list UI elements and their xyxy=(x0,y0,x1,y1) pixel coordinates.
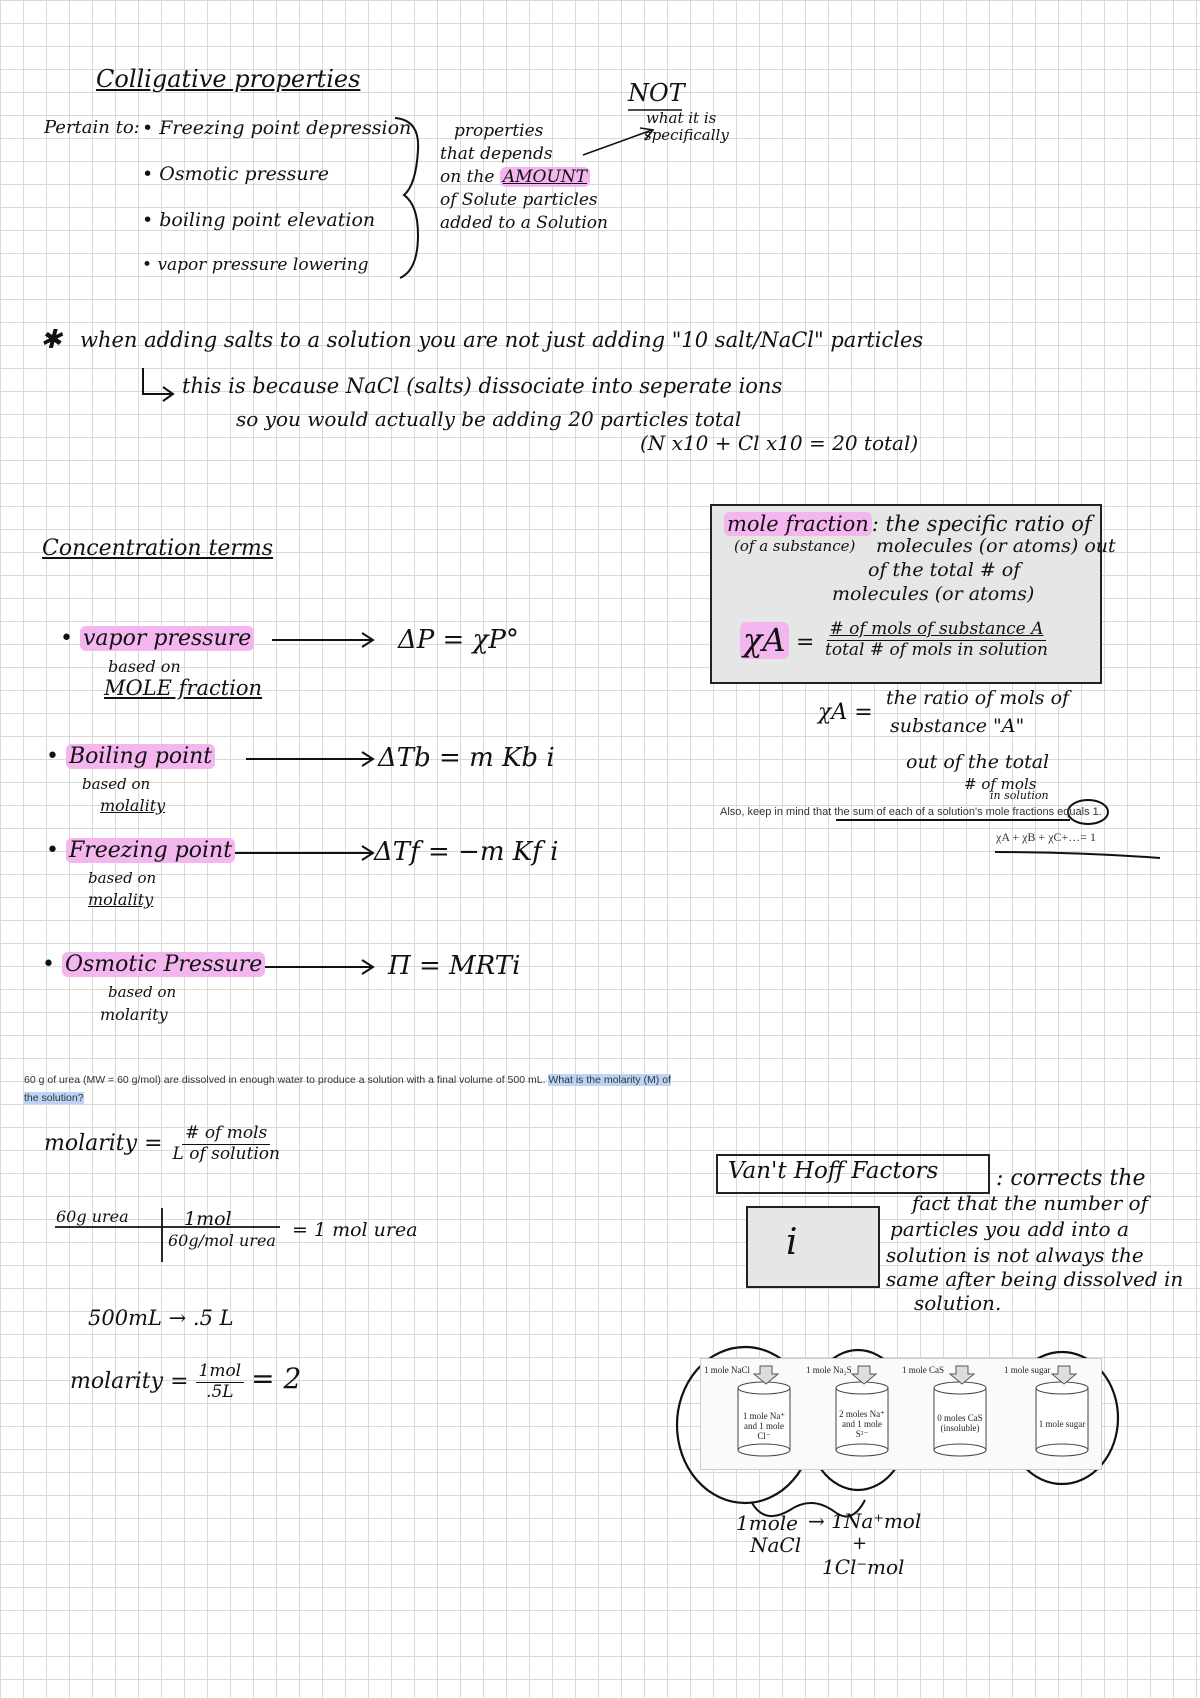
conc-basis: molality xyxy=(100,796,166,815)
can-inside-label: 0 moles CaS (insoluble) xyxy=(937,1413,983,1433)
mole-fraction-def: molecules (or atoms) out xyxy=(876,535,1116,557)
salt-note-line1: when adding salts to a solution you are not just adding "10 salt/NaCl" particles xyxy=(80,328,924,352)
conc-basis: MOLE fraction xyxy=(104,676,263,700)
mole-fraction-note: # of mols xyxy=(964,775,1037,793)
molarity-def: molarity = $\frac{\text{\# of mols}}{\text{L of solution}}$ xyxy=(44,1123,280,1164)
can-inside-label: 1 mole sugar xyxy=(1038,1419,1086,1429)
salt-note-line4: (N x10 + Cl x10 = 20 total) xyxy=(640,431,919,455)
mole-fraction-def: of the total # of xyxy=(868,559,1021,581)
formula-boiling: ΔTb = m Kb i xyxy=(378,743,555,773)
can-top-label: 1 mole NaCl xyxy=(704,1365,750,1375)
colligative-item: • boiling point elevation xyxy=(142,209,376,231)
vant-hoff-desc: same after being dissolved in xyxy=(886,1267,1184,1291)
conc-basis: based on xyxy=(82,775,151,793)
colligative-item: • vapor pressure lowering xyxy=(142,255,369,275)
conc-row-vapor: • vapor pressure xyxy=(60,626,254,651)
can-top-label: 1 mole CaS xyxy=(902,1365,944,1375)
formula-freezing: ΔTf = −m Kf i xyxy=(374,837,559,867)
conc-basis: molarity xyxy=(100,1005,168,1024)
dissociation-note: 1mole xyxy=(736,1511,798,1535)
mole-fraction-def: molecules (or atoms) xyxy=(832,583,1035,605)
not-note: what it is specifically xyxy=(644,109,729,144)
vant-hoff-desc: solution. xyxy=(914,1291,1002,1315)
mole-fraction-formula: $\frac{\text{\# of mols of substance A}}{\text{total \# of mols in solution}}$ xyxy=(825,619,1048,660)
mole-fraction-note: out of the total xyxy=(906,751,1050,773)
vant-hoff-desc: solution is not always the xyxy=(886,1243,1144,1267)
conversion-a: 60g urea xyxy=(56,1207,129,1226)
star-icon: ✱ xyxy=(40,325,62,355)
colligative-title: Colligative properties xyxy=(96,65,361,93)
salt-note-line2: this is because NaCl (salts) dissociate into seperate ions xyxy=(182,374,783,398)
dissociation-note: NaCl xyxy=(750,1533,802,1557)
conversion-b: 1mol 60g/mol urea xyxy=(168,1208,276,1250)
mole-fraction-note-lhs: χA = xyxy=(818,700,873,725)
conc-row-osmotic: • Osmotic Pressure xyxy=(42,952,265,977)
conc-row-freezing: • Freezing point xyxy=(46,838,235,863)
conc-row-boiling: • Boiling point xyxy=(46,744,215,769)
not-label: NOT xyxy=(628,79,685,107)
mole-fraction-printed-note: Also, keep in mind that the sum of each of a solution's mole fractions equals 1. xyxy=(720,806,1102,818)
dissociation-note: + xyxy=(852,1533,868,1554)
can-top-label: 1 mole Na₂S xyxy=(806,1365,852,1375)
vant-hoff-desc: fact that the number of xyxy=(912,1191,1148,1215)
pertain-label: Pertain to: xyxy=(44,117,140,138)
brace-note: properties that depends on the AMOUNT of Solute particles added to a Solution xyxy=(440,121,608,233)
mole-fraction-note: in solution xyxy=(990,789,1049,802)
chi-eq: = xyxy=(796,630,815,655)
molarity-final: molarity = $\frac{\text{1mol}}{.5L}$ = 2 xyxy=(70,1361,302,1402)
conc-basis: based on xyxy=(108,983,177,1001)
chi-symbol: χA xyxy=(740,622,789,659)
conversion-result: = 1 mol urea xyxy=(292,1219,418,1241)
concentration-title: Concentration terms xyxy=(42,536,274,561)
can-inside-label: 2 moles Na⁺ and 1 mole S²⁻ xyxy=(839,1409,885,1439)
mole-fraction-sum: χA + χB + χC+…= 1 xyxy=(996,830,1097,844)
mole-fraction-term: mole fraction : the specific ratio of xyxy=(724,512,1092,536)
volume-conversion: 500mL → .5 L xyxy=(88,1306,234,1330)
colligative-item: • Freezing point depression xyxy=(142,117,412,139)
dissociation-note: 1Cl⁻mol xyxy=(822,1555,905,1579)
conc-basis: molality xyxy=(88,890,154,909)
conc-basis: based on xyxy=(108,657,181,676)
problem-text: 60 g of urea (MW = 60 g/mol) are dissolved in enough water to produce a solution with a final volume of 500 mL. What is the molarity (M) of xyxy=(24,1074,671,1086)
mole-fraction-sub: (of a substance) xyxy=(734,537,856,555)
can-inside-label: 1 mole Na⁺ and 1 mole Cl⁻ xyxy=(742,1411,786,1441)
vant-hoff-symbol: i xyxy=(786,1222,798,1263)
vant-hoff-desc: particles you add into a xyxy=(890,1217,1129,1241)
salt-note-line3: so you would actually be adding 20 particles total xyxy=(236,407,742,431)
vant-hoff-desc: : corrects the xyxy=(996,1166,1146,1191)
formula-vapor: ΔP = χP° xyxy=(398,625,519,655)
conc-basis: based on xyxy=(88,869,157,887)
amount-highlight: AMOUNT xyxy=(500,167,590,187)
mole-fraction-note: substance "A" xyxy=(890,715,1025,737)
can-top-label: 1 mole sugar xyxy=(1004,1365,1051,1375)
problem-text-cont: the solution? xyxy=(24,1092,84,1104)
dissociation-note: → 1Na⁺mol xyxy=(808,1509,922,1533)
formula-osmotic: Π = MRTi xyxy=(388,951,521,981)
vant-hoff-title: Van't Hoff Factors xyxy=(728,1158,939,1184)
mole-fraction-note: the ratio of mols of xyxy=(886,687,1070,709)
colligative-item: • Osmotic pressure xyxy=(142,163,329,185)
